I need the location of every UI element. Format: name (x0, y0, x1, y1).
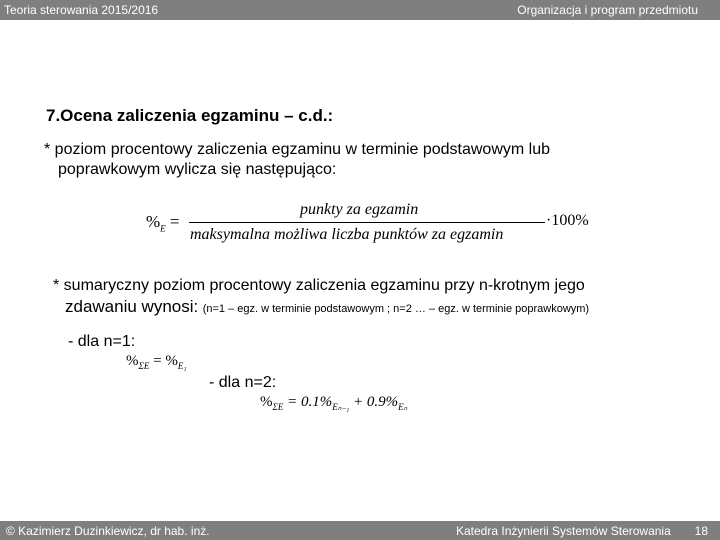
fraction-bar (189, 222, 545, 223)
case-n1-label: - dla n=1: (68, 333, 136, 350)
footer-department: Katedra Inżynierii Systemów Sterowania (456, 524, 671, 538)
header-bar (0, 0, 720, 20)
case-n2-label: - dla n=2: (209, 374, 277, 391)
bullet-2-note: (n=1 – egz. w terminie podstawowym ; n=2 … – egz. w terminie poprawkowym) (202, 303, 590, 315)
course-name: Teoria sterowania 2015/2016 (4, 3, 159, 17)
formula1-numerator: punkty za egzamin (300, 201, 419, 218)
bullet-1-line-1: * poziom procentowy zaliczenia egzaminu w terminie podstawowym lub (44, 141, 551, 158)
formula1-equals: = (169, 212, 180, 231)
bullet-2-line-2: zdawaniu wynosi: (65, 297, 199, 316)
formula-n1: $\%_{\Sigma E} = \%_{E_1}$ (126, 353, 187, 371)
page-number: 18 (694, 524, 708, 538)
bullet-2-line-1: * sumaryczny poziom procentowy zaliczenia egzaminu przy n-krotnym jego (53, 277, 585, 294)
formula1-denominator: maksymalna możliwa liczba punktów za egzamin (190, 226, 504, 243)
formula-n2: $\%_{\Sigma E} = 0.1\%_{E_{n-1}} + 0.9\%_{E_n}$ (260, 394, 408, 412)
formula1-lhs-sub: E (160, 223, 166, 234)
slide-title: 7.Ocena zaliczenia egzaminu – c.d.: (46, 106, 334, 125)
section-name: Organizacja i program przedmiotu (517, 3, 698, 17)
bullet-1-line-2: poprawkowym wylicza się następująco: (58, 161, 337, 178)
footer-author: © Kazimierz Duzinkiewicz, dr hab. inż. (6, 524, 210, 538)
formula1-multiplier: ·100% (546, 212, 589, 229)
formula1-lhs: % (146, 212, 161, 231)
footer-bar (0, 521, 720, 540)
